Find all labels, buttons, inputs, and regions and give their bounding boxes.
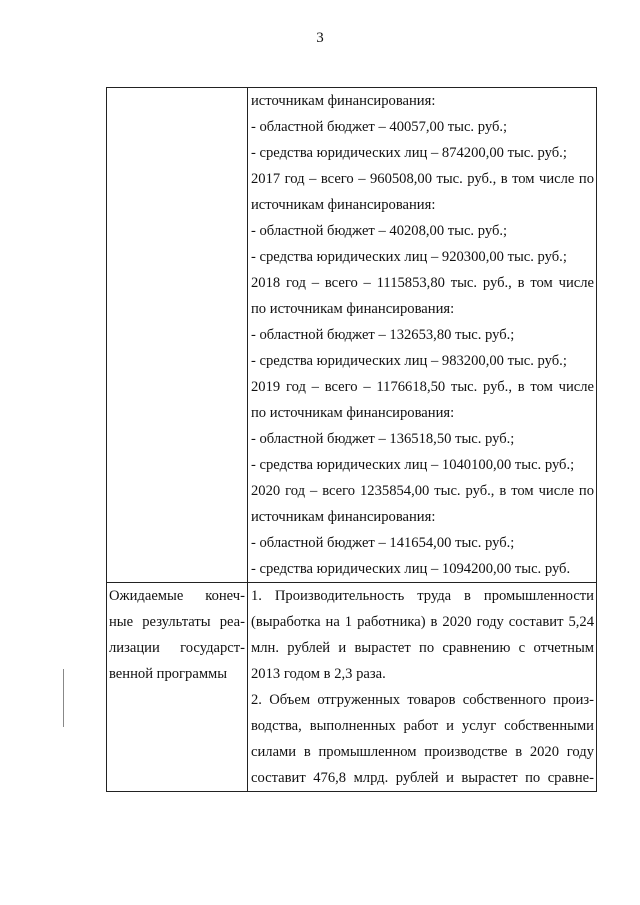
financing-cell	[248, 88, 597, 583]
results-line: (выработка на 1 работника) в 2020 году составит 5,24	[251, 614, 594, 630]
financing-line: - средства юридических лиц – 874200,00 тыс. руб.;	[251, 145, 567, 161]
results-label-cell	[107, 583, 248, 792]
results-line: 2. Объем отгруженных товаров собственного произ-	[251, 692, 594, 708]
financing-line: источникам финансирования:	[251, 197, 436, 213]
results-line: 2013 годом в 2,3 раза.	[251, 666, 386, 682]
financing-line: - областной бюджет – 40057,00 тыс. руб.;	[251, 119, 508, 135]
financing-line: 2019 год – всего – 1176618,50 тыс. руб., в том числе	[251, 379, 594, 395]
page-number: 3	[316, 30, 324, 46]
financing-line: по источникам финансирования:	[251, 405, 455, 421]
financing-line: - областной бюджет – 40208,00 тыс. руб.;	[251, 223, 508, 239]
financing-line: - областной бюджет – 136518,50 тыс. руб.;	[251, 431, 515, 447]
financing-line: источникам финансирования:	[251, 93, 436, 109]
results-row	[107, 583, 597, 792]
financing-line: - областной бюджет – 132653,80 тыс. руб.;	[251, 327, 515, 343]
margin-mark	[63, 669, 64, 727]
passport-table	[106, 87, 597, 792]
results-label-line: лизации государст-	[109, 640, 245, 656]
financing-line: - средства юридических лиц – 983200,00 тыс. руб.;	[251, 353, 567, 369]
financing-line: - средства юридических лиц – 1040100,00 тыс. руб.;	[251, 457, 575, 473]
financing-row	[107, 88, 597, 583]
results-cell	[248, 583, 597, 792]
results-label-line: Ожидаемые конеч-	[109, 588, 245, 604]
results-line: млн. рублей и вырастет по сравнению с отчетным	[251, 640, 594, 656]
results-line: силами в промышленном производстве в 2020 году	[251, 744, 594, 760]
results-line: составит 476,8 млрд. рублей и вырастет по сравне-	[251, 770, 594, 786]
financing-label-cell	[107, 88, 248, 583]
financing-line: источникам финансирования:	[251, 509, 436, 525]
results-label-line: ные результаты реа-	[109, 614, 245, 630]
financing-line: 2020 год – всего 1235854,00 тыс. руб., в том числе по	[251, 483, 594, 499]
financing-line: по источникам финансирования:	[251, 301, 455, 317]
results-label-line: венной программы	[109, 666, 228, 682]
financing-line: 2018 год – всего – 1115853,80 тыс. руб., в том числе	[251, 275, 594, 291]
results-line: водства, выполненных работ и услуг собственными	[251, 718, 594, 734]
financing-line: 2017 год – всего – 960508,00 тыс. руб., в том числе по	[251, 171, 594, 187]
financing-line: - средства юридических лиц – 920300,00 тыс. руб.;	[251, 249, 567, 265]
results-line: 1. Производительность труда в промышленности	[251, 588, 594, 604]
financing-line: - средства юридических лиц – 1094200,00 тыс. руб.	[251, 561, 571, 577]
financing-line: - областной бюджет – 141654,00 тыс. руб.;	[251, 535, 515, 551]
